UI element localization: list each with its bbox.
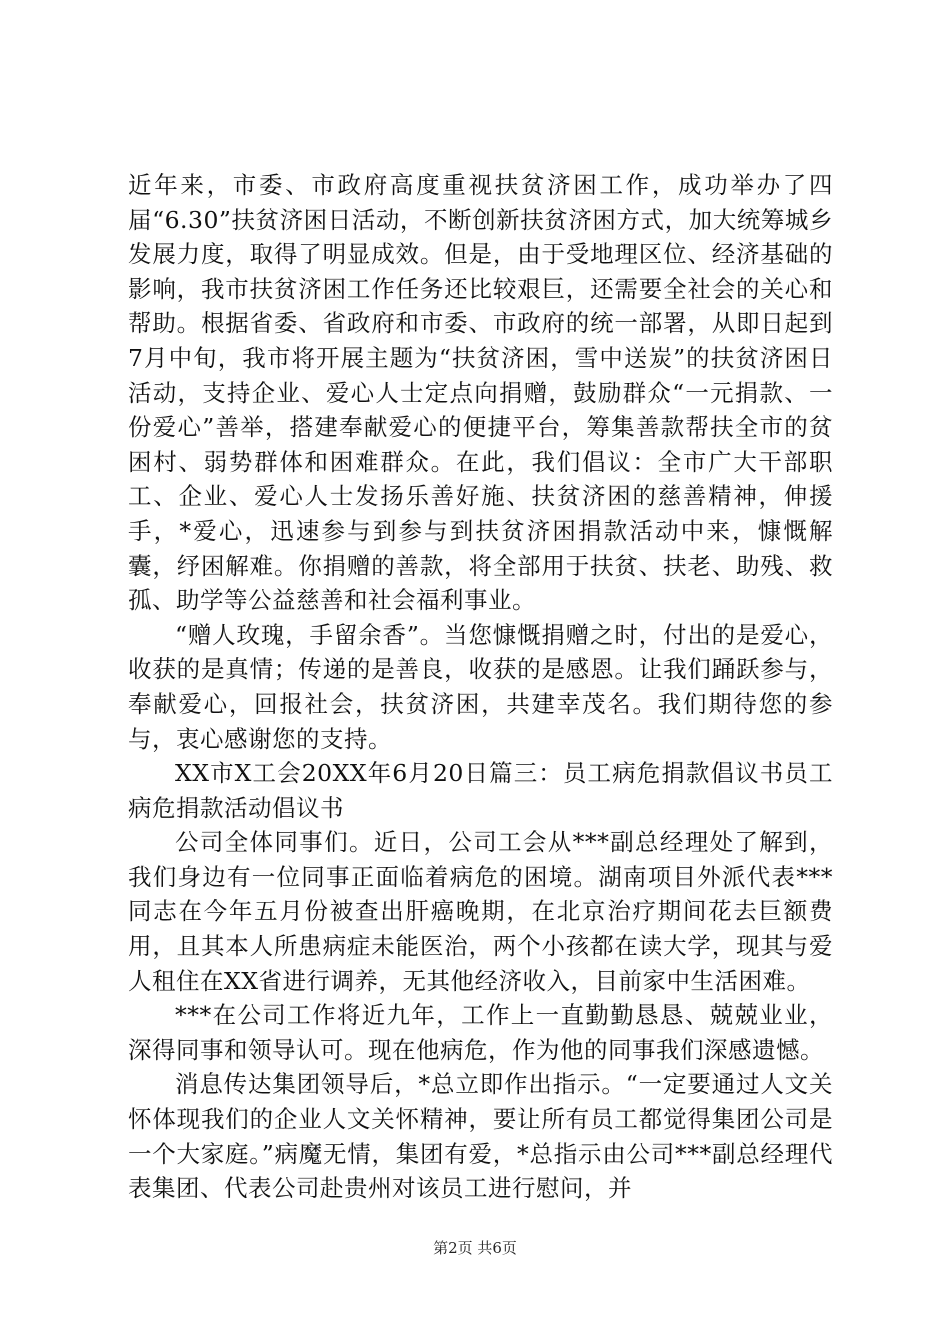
- page-number-footer: 第2页 共6页: [433, 1239, 517, 1257]
- document-body: [128, 168, 833, 1206]
- paragraph-1: 近年来，市委、市政府高度重视扶贫济困工作，成功举办了四届“6.30”扶贫济困日活动，不断创新扶贫济困方式，加大统筹城乡发展力度，取得了明显成效。但是，由于受地理区位、经济基础的影响，我市扶贫济困工作任务还比较艰巨，还需要全社会的关心和帮助。根据省委、省政府和市委、市政府的统一部署，从即日起到7月中旬，我市将开展主题为“扶贫济困，雪中送炭”的扶贫济困日活动，支持企业、爱心人士定点向捐赠，鼓励群众“一元捐款、一份爱心”善举，搭建奉献爱心的便捷平台，筹集善款帮扶全市的贫困村、弱势群体和困难群众。在此，我们倡议：全市广大干部职工、企业、爱心人士发扬乐善好施、扶贫济困的慈善精神，伸援手，*爱心，迅速参与到参与到扶贫济困捐款活动中来，慷慨解囊，纾困解难。你捐赠的善款，将全部用于扶贫、扶老、助残、救孤、助学等公益慈善和社会福利事业。: [128, 171, 833, 615]
- paragraph-6: 消息传达集团领导后，*总立即作出指示。“一定要通过人文关怀体现我们的企业人文关怀精神，要让所有员工都觉得集团公司是一个大家庭。”病魔无情，集团有爱，*总指示由公司***副总经理代表集团、代表公司赴贵州对该员工进行慰问，并: [128, 1070, 833, 1203]
- paragraph-4: 公司全体同事们。近日，公司工会从***副总经理处了解到，我们身边有一位同事正面临着病危的困境。湖南项目外派代表***同志在今年五月份被查出肝癌晚期，在北京治疗期间花去巨额费用，且其本人所患病症未能医治，两个小孩都在读大学，现其与爱人租住在XX省进行调养，无其他经济收入，目前家中生活困难。: [128, 828, 833, 995]
- paragraph-2: “赠人玫瑰，手留余香”。当您慷慨捐赠之时，付出的是爱心，收获的是真情；传递的是善良，收获的是感恩。让我们踊跃参与，奉献爱心，回报社会，扶贫济困，共建幸茂名。我们期待您的参与，衷心感谢您的支持。: [128, 620, 833, 753]
- paragraph-3: XX市X工会20XX年6月20日篇三：员工病危捐款倡议书员工病危捐款活动倡议书: [128, 759, 833, 822]
- paragraph-5: ***在公司工作将近九年，工作上一直勤勤恳恳、兢兢业业，深得同事和领导认可。现在他病危，作为他的同事我们深感遗憾。: [128, 1001, 833, 1064]
